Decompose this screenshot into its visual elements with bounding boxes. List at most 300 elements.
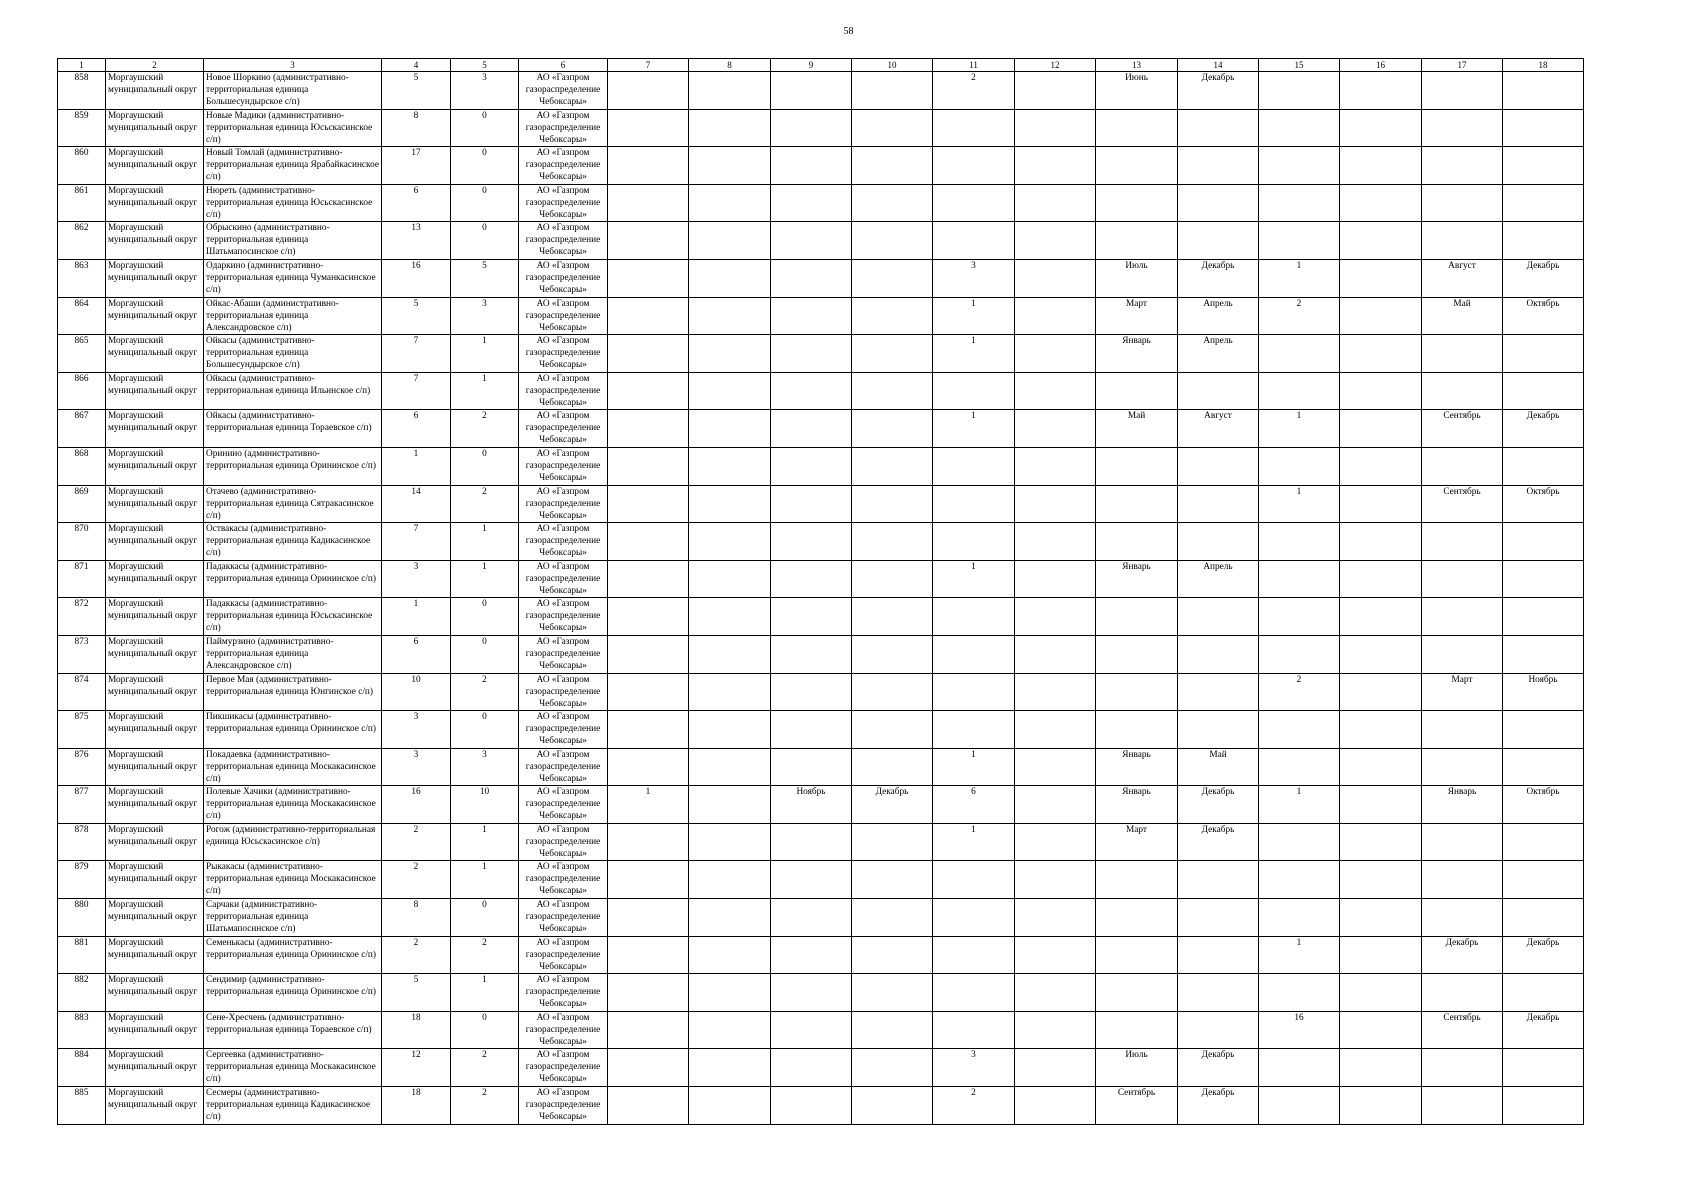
col-8-cell <box>689 1011 771 1049</box>
col-5-cell: 0 <box>451 447 519 485</box>
col-5-cell: 3 <box>451 297 519 335</box>
col-4-cell: 2 <box>382 823 451 861</box>
col-8-cell <box>689 372 771 410</box>
col-16-cell <box>1340 823 1422 861</box>
col-12-cell <box>1015 1011 1096 1049</box>
organization-cell: АО «Газпром газораспределение Чебоксары» <box>519 335 608 373</box>
column-header-12: 12 <box>1015 59 1096 72</box>
col-4-cell: 6 <box>382 635 451 673</box>
col-17-cell: Август <box>1422 259 1503 297</box>
col-18-cell: Декабрь <box>1503 936 1584 974</box>
row-number: 870 <box>58 523 106 561</box>
col-13-cell <box>1096 147 1178 185</box>
district-cell: Моргаушский муниципальный округ <box>106 635 204 673</box>
col-11-cell: 2 <box>933 1087 1015 1125</box>
settlement-cell: Нюреть (административно-территориальная единица Юсьскасинское с/п) <box>204 184 382 222</box>
col-13-cell: Январь <box>1096 748 1178 786</box>
col-16-cell <box>1340 748 1422 786</box>
column-number-header-row <box>58 59 1584 72</box>
col-14-cell <box>1178 861 1259 899</box>
col-16-cell <box>1340 410 1422 448</box>
col-10-cell <box>852 410 933 448</box>
col-17-cell <box>1422 222 1503 260</box>
col-14-cell: Май <box>1178 748 1259 786</box>
organization-cell: АО «Газпром газораспределение Чебоксары» <box>519 72 608 110</box>
col-13-cell: Сентябрь <box>1096 1087 1178 1125</box>
col-18-cell <box>1503 635 1584 673</box>
col-11-cell: 1 <box>933 748 1015 786</box>
col-4-cell: 1 <box>382 447 451 485</box>
col-5-cell: 1 <box>451 335 519 373</box>
col-11-cell <box>933 598 1015 636</box>
settlement-cell: Полевые Хачики (административно-территориальная единица Москакасинское с/п) <box>204 786 382 824</box>
col-14-cell: Апрель <box>1178 560 1259 598</box>
col-15-cell <box>1259 523 1340 561</box>
col-14-cell <box>1178 598 1259 636</box>
col-16-cell <box>1340 1011 1422 1049</box>
col-15-cell: 2 <box>1259 673 1340 711</box>
col-17-cell <box>1422 1049 1503 1087</box>
settlement-cell: Сене-Хресчень (административно-территориальная единица Тораевское с/п) <box>204 1011 382 1049</box>
col-18-cell <box>1503 748 1584 786</box>
col-8-cell <box>689 523 771 561</box>
col-10-cell <box>852 335 933 373</box>
col-18-cell: Октябрь <box>1503 297 1584 335</box>
col-4-cell: 5 <box>382 72 451 110</box>
col-7-cell <box>608 899 689 937</box>
row-number: 873 <box>58 635 106 673</box>
col-18-cell <box>1503 1087 1584 1125</box>
col-7-cell <box>608 410 689 448</box>
col-16-cell <box>1340 598 1422 636</box>
table-row <box>58 1011 1584 1049</box>
col-11-cell <box>933 1011 1015 1049</box>
col-18-cell: Октябрь <box>1503 485 1584 523</box>
col-8-cell <box>689 598 771 636</box>
district-cell: Моргаушский муниципальный округ <box>106 485 204 523</box>
col-5-cell: 2 <box>451 410 519 448</box>
row-number: 863 <box>58 259 106 297</box>
settlement-cell: Сесмеры (административно-территориальная единица Кадикасинское с/п) <box>204 1087 382 1125</box>
col-16-cell <box>1340 297 1422 335</box>
col-7-cell <box>608 748 689 786</box>
col-8-cell <box>689 335 771 373</box>
col-13-cell <box>1096 598 1178 636</box>
col-13-cell <box>1096 523 1178 561</box>
settlement-cell: Ойкас-Абаши (административно-территориальная единица Александровское с/п) <box>204 297 382 335</box>
col-12-cell <box>1015 1049 1096 1087</box>
col-16-cell <box>1340 673 1422 711</box>
col-18-cell <box>1503 823 1584 861</box>
col-17-cell: Март <box>1422 673 1503 711</box>
district-cell: Моргаушский муниципальный округ <box>106 72 204 110</box>
col-4-cell: 3 <box>382 560 451 598</box>
organization-cell: АО «Газпром газораспределение Чебоксары» <box>519 410 608 448</box>
col-14-cell <box>1178 899 1259 937</box>
col-7-cell <box>608 861 689 899</box>
col-5-cell: 2 <box>451 936 519 974</box>
column-header-1: 1 <box>58 59 106 72</box>
col-11-cell <box>933 109 1015 147</box>
col-8-cell <box>689 1049 771 1087</box>
col-5-cell: 1 <box>451 974 519 1012</box>
col-15-cell: 2 <box>1259 297 1340 335</box>
col-8-cell <box>689 297 771 335</box>
col-14-cell <box>1178 523 1259 561</box>
row-number: 872 <box>58 598 106 636</box>
table-row <box>58 184 1584 222</box>
col-13-cell <box>1096 372 1178 410</box>
col-7-cell <box>608 109 689 147</box>
col-18-cell: Декабрь <box>1503 259 1584 297</box>
column-header-16: 16 <box>1340 59 1422 72</box>
table-row <box>58 447 1584 485</box>
col-18-cell <box>1503 222 1584 260</box>
col-16-cell <box>1340 372 1422 410</box>
col-12-cell <box>1015 786 1096 824</box>
row-number: 860 <box>58 147 106 185</box>
row-number: 871 <box>58 560 106 598</box>
col-10-cell <box>852 748 933 786</box>
col-4-cell: 18 <box>382 1087 451 1125</box>
col-5-cell: 1 <box>451 560 519 598</box>
col-4-cell: 5 <box>382 974 451 1012</box>
col-5-cell: 0 <box>451 598 519 636</box>
col-7-cell <box>608 936 689 974</box>
row-number: 862 <box>58 222 106 260</box>
col-5-cell: 0 <box>451 184 519 222</box>
col-7-cell <box>608 1011 689 1049</box>
organization-cell: АО «Газпром газораспределение Чебоксары» <box>519 598 608 636</box>
col-13-cell: Март <box>1096 823 1178 861</box>
col-18-cell <box>1503 335 1584 373</box>
col-18-cell <box>1503 711 1584 749</box>
col-10-cell <box>852 711 933 749</box>
col-5-cell: 2 <box>451 1049 519 1087</box>
district-cell: Моргаушский муниципальный округ <box>106 786 204 824</box>
col-13-cell: Июль <box>1096 259 1178 297</box>
row-number: 869 <box>58 485 106 523</box>
col-10-cell <box>852 635 933 673</box>
col-16-cell <box>1340 335 1422 373</box>
district-cell: Моргаушский муниципальный округ <box>106 447 204 485</box>
col-18-cell <box>1503 899 1584 937</box>
col-17-cell: Май <box>1422 297 1503 335</box>
col-8-cell <box>689 936 771 974</box>
col-16-cell <box>1340 72 1422 110</box>
col-7-cell <box>608 823 689 861</box>
col-4-cell: 13 <box>382 222 451 260</box>
row-number: 867 <box>58 410 106 448</box>
column-header-3: 3 <box>204 59 382 72</box>
row-number: 885 <box>58 1087 106 1125</box>
col-16-cell <box>1340 485 1422 523</box>
col-11-cell <box>933 147 1015 185</box>
col-12-cell <box>1015 410 1096 448</box>
col-12-cell <box>1015 899 1096 937</box>
settlement-cell: Пикшикасы (административно-территориальная единица Орининское с/п) <box>204 711 382 749</box>
district-cell: Моргаушский муниципальный округ <box>106 560 204 598</box>
col-13-cell: Июль <box>1096 1049 1178 1087</box>
organization-cell: АО «Газпром газораспределение Чебоксары» <box>519 786 608 824</box>
district-cell: Моргаушский муниципальный округ <box>106 936 204 974</box>
col-14-cell <box>1178 673 1259 711</box>
col-10-cell <box>852 598 933 636</box>
col-17-cell <box>1422 748 1503 786</box>
col-4-cell: 16 <box>382 786 451 824</box>
col-8-cell <box>689 711 771 749</box>
district-cell: Моргаушский муниципальный округ <box>106 748 204 786</box>
table-body <box>58 72 1584 1125</box>
col-13-cell: Январь <box>1096 335 1178 373</box>
col-5-cell: 1 <box>451 523 519 561</box>
col-12-cell <box>1015 184 1096 222</box>
col-18-cell <box>1503 447 1584 485</box>
column-header-17: 17 <box>1422 59 1503 72</box>
col-16-cell <box>1340 974 1422 1012</box>
district-cell: Моргаушский муниципальный округ <box>106 711 204 749</box>
col-13-cell <box>1096 974 1178 1012</box>
col-9-cell <box>771 184 852 222</box>
col-15-cell <box>1259 861 1340 899</box>
table-row <box>58 598 1584 636</box>
col-9-cell <box>771 523 852 561</box>
col-11-cell <box>933 184 1015 222</box>
col-5-cell: 2 <box>451 673 519 711</box>
col-8-cell <box>689 259 771 297</box>
col-9-cell <box>771 861 852 899</box>
col-14-cell <box>1178 109 1259 147</box>
table-row <box>58 222 1584 260</box>
col-17-cell <box>1422 635 1503 673</box>
col-4-cell: 17 <box>382 147 451 185</box>
col-17-cell <box>1422 974 1503 1012</box>
col-10-cell <box>852 899 933 937</box>
col-10-cell <box>852 936 933 974</box>
col-5-cell: 1 <box>451 372 519 410</box>
col-17-cell <box>1422 560 1503 598</box>
table-row <box>58 72 1584 110</box>
col-18-cell <box>1503 184 1584 222</box>
col-17-cell: Сентябрь <box>1422 410 1503 448</box>
col-4-cell: 1 <box>382 598 451 636</box>
col-15-cell <box>1259 711 1340 749</box>
col-10-cell <box>852 72 933 110</box>
table-row <box>58 109 1584 147</box>
district-cell: Моргаушский муниципальный округ <box>106 861 204 899</box>
col-9-cell <box>771 598 852 636</box>
col-12-cell <box>1015 372 1096 410</box>
col-14-cell: Апрель <box>1178 297 1259 335</box>
col-10-cell <box>852 485 933 523</box>
col-9-cell <box>771 259 852 297</box>
organization-cell: АО «Газпром газораспределение Чебоксары» <box>519 147 608 185</box>
col-18-cell <box>1503 109 1584 147</box>
table-row <box>58 936 1584 974</box>
col-14-cell: Декабрь <box>1178 823 1259 861</box>
column-header-14: 14 <box>1178 59 1259 72</box>
organization-cell: АО «Газпром газораспределение Чебоксары» <box>519 109 608 147</box>
col-10-cell <box>852 861 933 899</box>
col-8-cell <box>689 974 771 1012</box>
settlement-cell: Оствакасы (административно-территориальная единица Кадикасинское с/п) <box>204 523 382 561</box>
col-18-cell: Октябрь <box>1503 786 1584 824</box>
row-number: 861 <box>58 184 106 222</box>
district-cell: Моргаушский муниципальный округ <box>106 147 204 185</box>
col-17-cell <box>1422 861 1503 899</box>
col-15-cell <box>1259 748 1340 786</box>
col-16-cell <box>1340 523 1422 561</box>
page-number: 58 <box>843 26 854 37</box>
settlement-cell: Ойкасы (административно-территориальная единица Большесундырское с/п) <box>204 335 382 373</box>
col-8-cell <box>689 147 771 185</box>
organization-cell: АО «Газпром газораспределение Чебоксары» <box>519 635 608 673</box>
row-number: 864 <box>58 297 106 335</box>
col-16-cell <box>1340 711 1422 749</box>
organization-cell: АО «Газпром газораспределение Чебоксары» <box>519 259 608 297</box>
col-15-cell <box>1259 1049 1340 1087</box>
col-13-cell <box>1096 673 1178 711</box>
col-8-cell <box>689 899 771 937</box>
col-4-cell: 10 <box>382 673 451 711</box>
col-9-cell <box>771 560 852 598</box>
row-number: 865 <box>58 335 106 373</box>
col-15-cell <box>1259 823 1340 861</box>
settlement-cell: Новые Мадики (административно-территориальная единица Юсьскасинское с/п) <box>204 109 382 147</box>
settlement-cell: Покадаевка (административно-территориальная единица Москакасинское с/п) <box>204 748 382 786</box>
table-row <box>58 786 1584 824</box>
col-9-cell <box>771 673 852 711</box>
col-8-cell <box>689 485 771 523</box>
settlement-cell: Оринино (административно-территориальная единица Орининское с/п) <box>204 447 382 485</box>
organization-cell: АО «Газпром газораспределение Чебоксары» <box>519 974 608 1012</box>
organization-cell: АО «Газпром газораспределение Чебоксары» <box>519 447 608 485</box>
col-10-cell <box>852 523 933 561</box>
district-cell: Моргаушский муниципальный округ <box>106 1087 204 1125</box>
col-11-cell: 3 <box>933 1049 1015 1087</box>
organization-cell: АО «Газпром газораспределение Чебоксары» <box>519 823 608 861</box>
col-8-cell <box>689 861 771 899</box>
col-7-cell <box>608 72 689 110</box>
col-11-cell: 3 <box>933 259 1015 297</box>
settlement-cell: Первое Мая (административно-территориальная единица Юнгинское с/п) <box>204 673 382 711</box>
settlement-cell: Новый Томлай (административно-территориальная единица Ярабайкасинское с/п) <box>204 147 382 185</box>
organization-cell: АО «Газпром газораспределение Чебоксары» <box>519 861 608 899</box>
col-14-cell: Декабрь <box>1178 786 1259 824</box>
district-cell: Моргаушский муниципальный округ <box>106 523 204 561</box>
col-13-cell: Март <box>1096 297 1178 335</box>
row-number: 880 <box>58 899 106 937</box>
col-15-cell <box>1259 598 1340 636</box>
row-number: 882 <box>58 974 106 1012</box>
col-16-cell <box>1340 447 1422 485</box>
col-16-cell <box>1340 861 1422 899</box>
col-15-cell: 1 <box>1259 936 1340 974</box>
col-13-cell <box>1096 861 1178 899</box>
col-10-cell <box>852 1011 933 1049</box>
col-9-cell <box>771 1087 852 1125</box>
organization-cell: АО «Газпром газораспределение Чебоксары» <box>519 523 608 561</box>
col-4-cell: 14 <box>382 485 451 523</box>
col-12-cell <box>1015 259 1096 297</box>
col-15-cell <box>1259 72 1340 110</box>
column-header-8: 8 <box>689 59 771 72</box>
col-15-cell <box>1259 222 1340 260</box>
col-11-cell: 1 <box>933 297 1015 335</box>
col-8-cell <box>689 823 771 861</box>
district-cell: Моргаушский муниципальный округ <box>106 222 204 260</box>
col-14-cell: Декабрь <box>1178 1049 1259 1087</box>
organization-cell: АО «Газпром газораспределение Чебоксары» <box>519 748 608 786</box>
row-number: 883 <box>58 1011 106 1049</box>
col-11-cell <box>933 447 1015 485</box>
col-9-cell <box>771 147 852 185</box>
settlement-cell: Падаккасы (административно-территориальная единица Орининское с/п) <box>204 560 382 598</box>
organization-cell: АО «Газпром газораспределение Чебоксары» <box>519 711 608 749</box>
col-16-cell <box>1340 635 1422 673</box>
table-row <box>58 147 1584 185</box>
col-12-cell <box>1015 109 1096 147</box>
district-cell: Моргаушский муниципальный округ <box>106 184 204 222</box>
row-number: 868 <box>58 447 106 485</box>
table-row <box>58 523 1584 561</box>
col-11-cell <box>933 974 1015 1012</box>
col-17-cell: Январь <box>1422 786 1503 824</box>
col-10-cell <box>852 1049 933 1087</box>
organization-cell: АО «Газпром газораспределение Чебоксары» <box>519 297 608 335</box>
col-7-cell <box>608 1049 689 1087</box>
row-number: 884 <box>58 1049 106 1087</box>
col-17-cell: Сентябрь <box>1422 1011 1503 1049</box>
col-14-cell <box>1178 711 1259 749</box>
col-10-cell <box>852 673 933 711</box>
column-header-7: 7 <box>608 59 689 72</box>
col-10-cell <box>852 372 933 410</box>
col-5-cell: 0 <box>451 711 519 749</box>
col-8-cell <box>689 786 771 824</box>
col-4-cell: 7 <box>382 523 451 561</box>
district-cell: Моргаушский муниципальный округ <box>106 1011 204 1049</box>
col-13-cell <box>1096 485 1178 523</box>
col-9-cell <box>771 72 852 110</box>
row-number: 881 <box>58 936 106 974</box>
col-12-cell <box>1015 673 1096 711</box>
col-9-cell: Ноябрь <box>771 786 852 824</box>
district-cell: Моргаушский муниципальный округ <box>106 899 204 937</box>
row-number: 874 <box>58 673 106 711</box>
col-11-cell <box>933 485 1015 523</box>
col-8-cell <box>689 447 771 485</box>
col-15-cell <box>1259 560 1340 598</box>
col-13-cell: Май <box>1096 410 1178 448</box>
col-7-cell <box>608 711 689 749</box>
table-row <box>58 259 1584 297</box>
col-16-cell <box>1340 222 1422 260</box>
col-11-cell: 6 <box>933 786 1015 824</box>
col-9-cell <box>771 372 852 410</box>
col-9-cell <box>771 410 852 448</box>
col-10-cell <box>852 109 933 147</box>
col-15-cell: 16 <box>1259 1011 1340 1049</box>
col-12-cell <box>1015 1087 1096 1125</box>
col-18-cell <box>1503 974 1584 1012</box>
col-12-cell <box>1015 335 1096 373</box>
col-7-cell <box>608 635 689 673</box>
col-8-cell <box>689 635 771 673</box>
organization-cell: АО «Газпром газораспределение Чебоксары» <box>519 184 608 222</box>
settlement-cell: Рыкакасы (административно-территориальная единица Москакасинское с/п) <box>204 861 382 899</box>
col-16-cell <box>1340 1049 1422 1087</box>
